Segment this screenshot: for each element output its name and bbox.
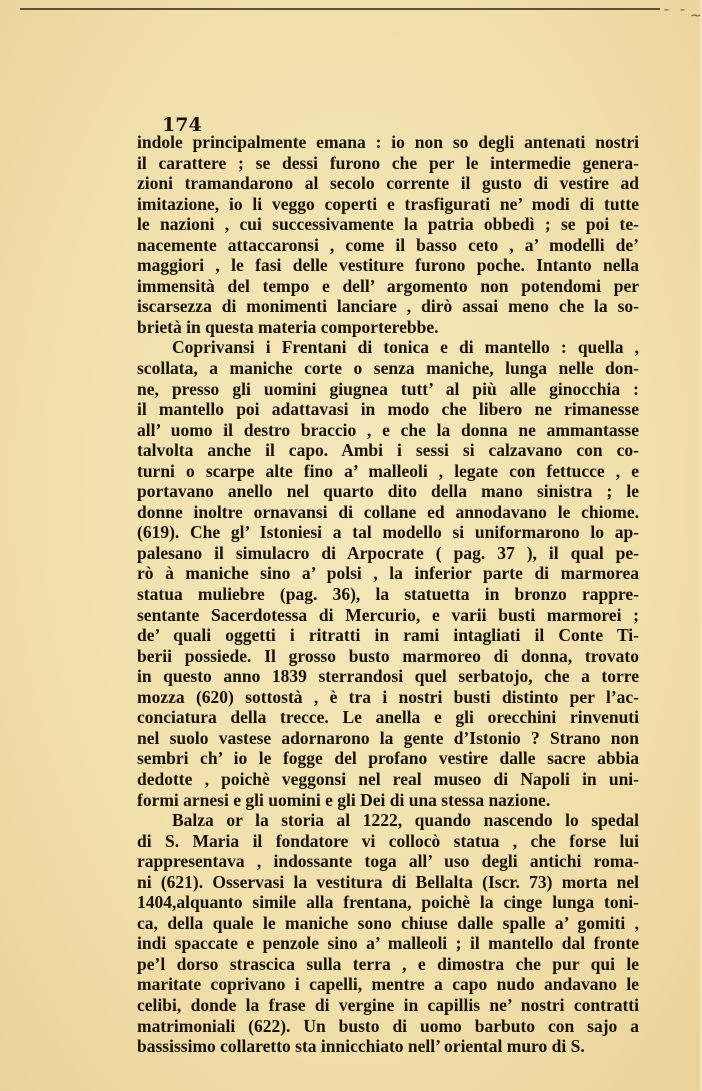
- text-line: talvolta anche il capo. Ambi i sessi si calzavano con co-: [137, 440, 639, 461]
- text-line: formi arnesi e gli uomini e gli Dei di una stessa nazione.: [137, 789, 551, 810]
- text-line: nel suolo vastese adornarono la gente d’Istonio ? Strano non: [137, 727, 639, 748]
- text-line: sentante Sacerdotessa di Mercurio, e varii busti marmorei ;: [137, 604, 639, 625]
- text-line: scollata, a maniche corte o senza maniche, lunga nelle don-: [137, 358, 639, 379]
- text-line: Balza or la storia al 1222, quando nascendo lo spedal: [172, 810, 639, 831]
- text-line: le nazioni , cui successivamente la patria obbedì ; se poi te-: [137, 214, 639, 235]
- text-line: donne inoltre ornavansi di collane ed annodavano le chiome.: [137, 501, 639, 522]
- text-line: sembri ch’ io le fogge del profano vestire dalle sacre abbia: [137, 748, 639, 769]
- text-line: berii possiede. Il grosso busto marmoreo di donna, trovato: [137, 645, 639, 666]
- text-line: nacemente attaccaronsi , come il basso ceto , a’ modelli de’: [137, 234, 639, 255]
- text-line: ni (621). Osservasi la vestitura di Bellalta (Iscr. 73) morta nel: [137, 871, 639, 892]
- page-number: 174: [162, 114, 202, 136]
- text-line: rò à maniche sino a’ polsi , la inferior parte di marmorea: [137, 563, 639, 584]
- text-line: matrimoniali (622). Un busto di uomo barbuto con sajo a: [137, 1015, 639, 1036]
- text-line: in questo anno 1839 sterrandosi quel serbatojo, che a torre: [137, 666, 639, 687]
- text-line: ne, presso gli uomini giugnea tutt’ al più alle ginocchia :: [137, 378, 639, 399]
- text-line: pe’l dorso strascica sulla terra , e dimostra che pur qui le: [137, 953, 639, 974]
- text-line: maritate coprivano i capelli, mentre a capo nudo andavano le: [137, 974, 639, 995]
- body-text: [137, 132, 639, 1057]
- text-line: immensità del tempo e dell’ argomento non potendomi per: [137, 275, 639, 296]
- top-mark: -: [664, 2, 670, 18]
- text-line: mozza (620) sottostà , è tra i nostri busti distinto per l’ac-: [137, 686, 639, 707]
- text-line: 1404,alquanto simile alla frentana, poichè la cinge lunga toni-: [137, 892, 639, 913]
- text-line: (619). Che gl’ Istoniesi a tal modello si uniformarono lo ap-: [137, 522, 639, 543]
- text-line: indole principalmente emana : io non so degli antenati nostri: [137, 132, 639, 152]
- text-line: rappresentava , indossante toga all’ uso degli antichi roma-: [137, 851, 639, 872]
- text-line: de’ quali oggetti i ritratti in rami intagliati il Conte Ti-: [137, 625, 639, 646]
- text-line: zioni tramandarono al secolo corrente il gusto di vestire ad: [137, 173, 639, 194]
- text-line: il carattere ; se dessi furono che per le intermedie genera-: [137, 152, 639, 173]
- text-line: statua muliebre (pag. 36), la statuetta in bronzo rappre-: [137, 584, 639, 605]
- text-line: conciatura della trecce. Le anella e gli orecchini rinvenuti: [137, 707, 639, 728]
- text-line: bassissimo collaretto sta innicchiato nell’ oriental muro di S.: [137, 1036, 585, 1057]
- text-line: dedotte , poichè veggonsi nel real museo di Napoli in uni-: [137, 768, 639, 789]
- text-line: maggiori , le fasi delle vestiture furono poche. Intanto nella: [137, 255, 639, 276]
- text-line: di S. Maria il fondatore vi collocò statua , che forse lui: [137, 830, 639, 851]
- text-line: iscarsezza di monimenti lanciare , dirò assai meno che la so-: [137, 296, 639, 317]
- text-line: celibi, donde la frase di vergine in capillis ne’ nostri contratti: [137, 994, 639, 1015]
- text-line: il mantello poi adattavasi in modo che libero ne rimanesse: [137, 399, 639, 420]
- text-line: ca, della quale le maniche sono chiuse dalle spalle a’ gomiti ,: [137, 912, 639, 933]
- text-line: turni o scarpe alte fino a’ malleoli , legate con fettucce , e: [137, 460, 639, 481]
- text-line: palesano il simulacro di Arpocrate ( pag. 37 ), il qual pe-: [137, 542, 639, 563]
- text-line: brietà in questa materia comporterebbe.: [137, 316, 439, 337]
- text-line: indi spaccate e penzole sino a’ malleoli ; il mantello dal fronte: [137, 933, 639, 954]
- top-border-rule: [20, 8, 660, 10]
- top-mark: ~: [690, 8, 702, 24]
- top-mark: -: [680, 2, 686, 18]
- text-line: portavano anello nel quarto dito della mano sinistra ; le: [137, 481, 639, 502]
- text-line: Coprivansi i Frentani di tonica e di mantello : quella ,: [172, 337, 639, 358]
- text-line: imitazione, io li veggo coperti e trasfigurati ne’ modi di tutte: [137, 193, 639, 214]
- text-line: all’ uomo il destro braccio , e che la donna ne ammantasse: [137, 419, 639, 440]
